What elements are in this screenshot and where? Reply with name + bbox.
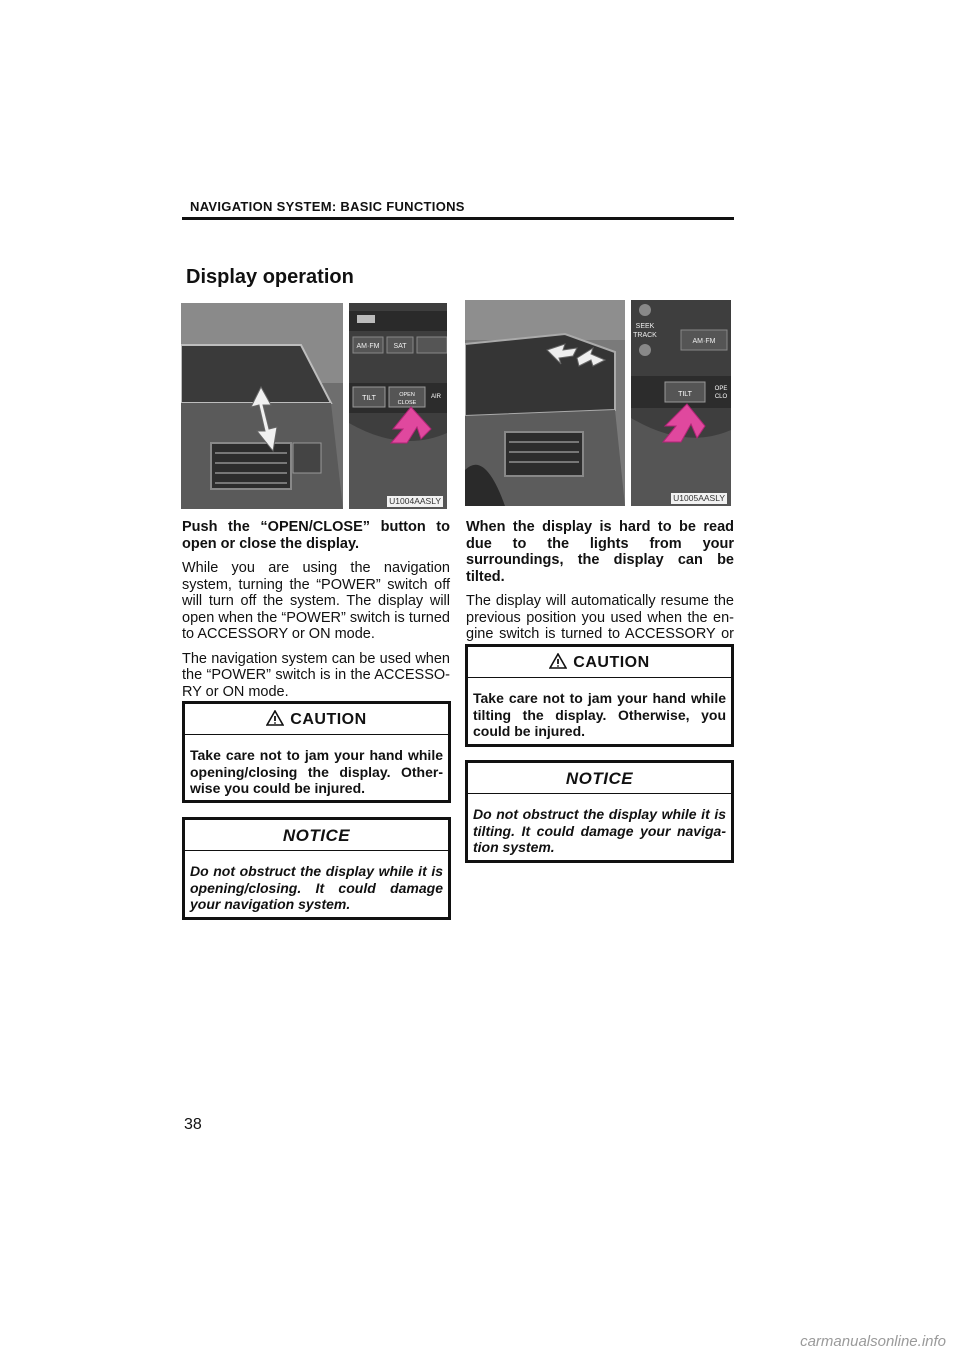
caution-body: Take care not to jam your hand while opening/closing the display. Other-wise you could be injured. bbox=[190, 747, 443, 796]
amfm-button-label-right: AM·FM bbox=[692, 338, 716, 345]
left-column bbox=[182, 519, 450, 708]
right-intro: When the display is hard to be read due to the lights from your surroundings, the display can be tilted. bbox=[466, 519, 734, 585]
dashboard-photo-left bbox=[181, 303, 447, 509]
figure-code: U1004AASLY bbox=[389, 496, 441, 506]
watermark: carmanualsonline.info bbox=[800, 1333, 946, 1350]
caution-box-right bbox=[465, 644, 734, 747]
section-title: Display operation bbox=[186, 266, 354, 288]
caution-box-left bbox=[182, 701, 451, 803]
notice-box-right bbox=[465, 760, 734, 863]
left-para-1: While you are using the navigation system, turning the “POWER” switch off will turn off the system. The display will open when the “POWER” switch is turned to ACCESSORY or ON mode. bbox=[182, 560, 450, 642]
open-button-label: OPEN bbox=[399, 392, 415, 398]
header-rule bbox=[182, 217, 734, 220]
illustration-tilt bbox=[465, 300, 731, 506]
notice-body: Do not obstruct the display while it is opening/closing. It could damage your navigation system. bbox=[190, 863, 443, 912]
warning-triangle-icon bbox=[549, 653, 567, 669]
illustration-open-close bbox=[181, 303, 447, 509]
warning-triangle-icon bbox=[266, 710, 284, 726]
page-number: 38 bbox=[184, 1116, 202, 1133]
notice-box-left bbox=[182, 817, 451, 920]
tilt-button-label: TILT bbox=[362, 395, 376, 402]
tilt-button-label-right: TILT bbox=[678, 391, 692, 398]
close-button-label-right: CLO bbox=[714, 394, 728, 400]
air-button-label: AIR bbox=[431, 394, 442, 400]
sat-button-label: SAT bbox=[393, 343, 407, 350]
caution-title-text: CAUTION bbox=[290, 711, 367, 728]
notice-title: NOTICE bbox=[468, 763, 731, 794]
seek-label: SEEK bbox=[635, 323, 655, 330]
close-button-label: CLOSE bbox=[397, 400, 417, 406]
dashboard-photo-right bbox=[465, 300, 731, 506]
right-para-1: The display will automatically resume the previous position you used when the en-gine switch is turned to ACCESSORY or bbox=[466, 593, 734, 642]
open-button-label-right: OPE bbox=[714, 386, 728, 392]
left-intro: Push the “OPEN/CLOSE” button to open or close the display. bbox=[182, 519, 450, 552]
caution-title bbox=[185, 704, 448, 735]
caution-title bbox=[468, 647, 731, 678]
figure-code: U1005AASLY bbox=[673, 493, 725, 503]
caution-title-text: CAUTION bbox=[573, 654, 650, 671]
notice-title: NOTICE bbox=[185, 820, 448, 851]
track-label: TRACK bbox=[633, 332, 657, 339]
caution-body: Take care not to jam your hand while tilting the display. Otherwise, you could be injured. bbox=[473, 690, 726, 739]
running-header: NAVIGATION SYSTEM: BASIC FUNCTIONS bbox=[190, 199, 465, 214]
notice-body: Do not obstruct the display while it is tilting. It could damage your naviga-tion system. bbox=[473, 806, 726, 855]
left-para-2: The navigation system can be used when the “POWER” switch is in the ACCESSO-RY or ON mode. bbox=[182, 650, 450, 700]
amfm-button-label: AM·FM bbox=[356, 343, 380, 350]
